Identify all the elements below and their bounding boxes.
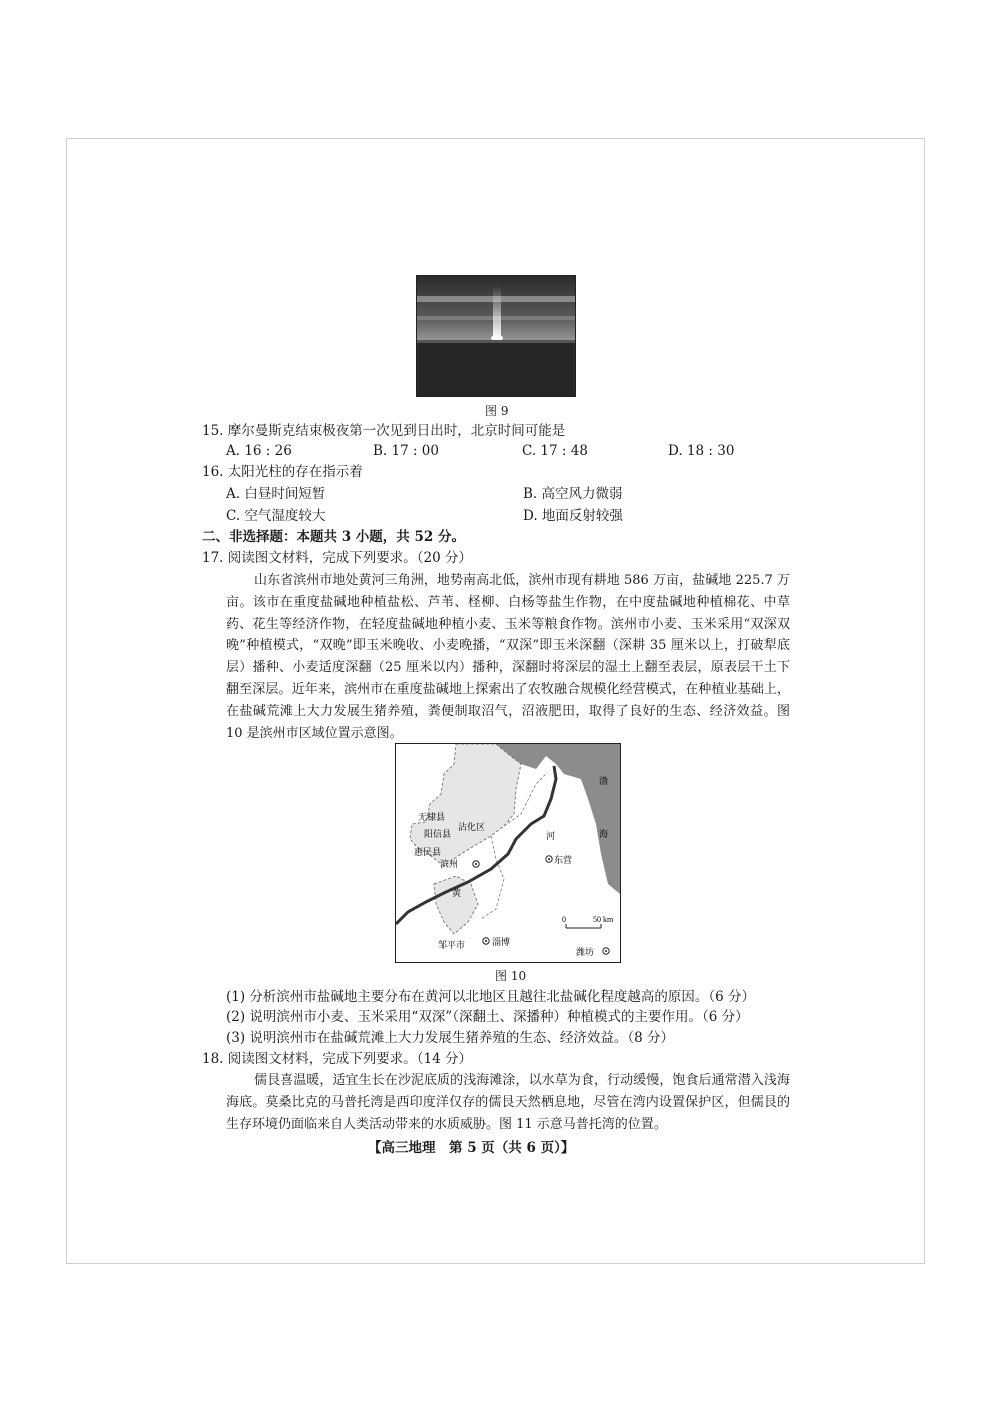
zouping-area: [434, 876, 478, 934]
scale-km: 50 km: [593, 915, 614, 924]
label-weifang: 潍坊: [576, 947, 595, 957]
q15-option-d: D. 18 : 30: [668, 443, 735, 459]
q15-option-a: A. 16 : 26: [226, 443, 292, 459]
label-yangxin: 阳信县: [424, 829, 452, 839]
page-footer: 【高三地理 第 5 页（共 6 页）】: [368, 1140, 575, 1156]
label-bo: 渤: [599, 776, 609, 786]
q17-subquestion-1: (1) 分析滨州市盐碱地主要分布在黄河以北地区且越往北盐碱化程度越高的原因。（6 分）: [226, 989, 756, 1005]
label-wudi: 无棣县: [418, 812, 446, 822]
q16-option-c: C. 空气湿度较大: [226, 508, 326, 524]
figure-10-caption: 图 10: [495, 969, 527, 983]
q16-option-d: D. 地面反射较强: [523, 508, 623, 524]
label-hai: 海: [599, 829, 609, 839]
label-huang: 黄: [452, 888, 462, 898]
question-17-stem: 17. 阅读图文材料，完成下列要求。（20 分）: [202, 550, 472, 566]
sun-pillar-photo: [416, 275, 576, 397]
q15-option-b: B. 17 : 00: [373, 443, 439, 459]
label-he: 河: [546, 831, 556, 841]
label-zouping: 邹平市: [438, 940, 466, 950]
label-huimin: 惠民县: [414, 847, 442, 857]
question-18-stem: 18. 阅读图文材料，完成下列要求。（14 分）: [202, 1051, 472, 1067]
scale-zero: 0: [562, 915, 566, 924]
binzhou-location-map: [395, 743, 621, 963]
question-17-material: 山东省滨州市地处黄河三角洲，地势南高北低，滨州市现有耕地 586 万亩，盐碱地 225.7 万亩。该市在重度盐碱地种植盐松、芦苇、柽柳、白杨等盐生作物，在中度盐碱地种植棉花、中草药、花生等经济作物，在轻度盐碱地种植小麦、玉米等粮食作物。滨州市小麦、玉米采用“双深双晚”种植模式，“双晚”即玉米晚收、小麦晚播，“双深”即玉米深翻（深耕 35 厘米以上，打破犁底层）播种、小麦适度深翻（25 厘米以内）播种，深翻时将深层的湿土上翻至表层，原表层干土下翻至深层。近年来，滨州市在重度盐碱地上探索出了农牧融合规模化经营模式，在种植业基础上，在盐碱荒滩上大力发展生猪养殖，粪便制取沼气，沼液肥田，取得了良好的生态、经济效益。图 10 是滨州市区域位置示意图。: [226, 573, 790, 741]
q16-option-a: A. 白昼时间短暂: [226, 486, 326, 502]
q17-subquestion-2: (2) 说明滨州市小麦、玉米采用“双深”（深翻土、深播种）种植模式的主要作用。（6 分）: [226, 1009, 749, 1025]
q17-subquestion-3: (3) 说明滨州市在盐碱荒滩上大力发展生猪养殖的生态、经济效益。（8 分）: [226, 1030, 675, 1046]
label-binzhou: 滨州: [440, 859, 459, 869]
question-15-stem: 15. 摩尔曼斯克结束极夜第一次见到日出时，北京时间可能是: [202, 423, 566, 439]
label-zibo: 淄博: [492, 937, 511, 947]
label-dongying: 东营: [554, 855, 573, 865]
section-2-title: 二、非选择题：本题共 3 小题，共 52 分。: [202, 529, 465, 545]
q16-option-b: B. 高空风力微弱: [523, 486, 623, 502]
question-18-material: 儒艮喜温暖，适宜生长在沙泥底质的浅海滩涂，以水草为食，行动缓慢，饱食后通常潜入浅海海底。莫桑比克的马普托湾是西印度洋仅存的儒艮天然栖息地，尽管在湾内设置保护区，但儒艮的生存环境仍面临来自人类活动带来的水质威胁。图 11 示意马普托湾的位置。: [226, 1073, 790, 1132]
q15-option-c: C. 17 : 48: [522, 443, 588, 459]
label-zhanhua: 沾化区: [458, 822, 486, 832]
figure-9-caption: 图 9: [485, 404, 509, 418]
question-16-stem: 16. 太阳光柱的存在指示着: [202, 464, 363, 480]
